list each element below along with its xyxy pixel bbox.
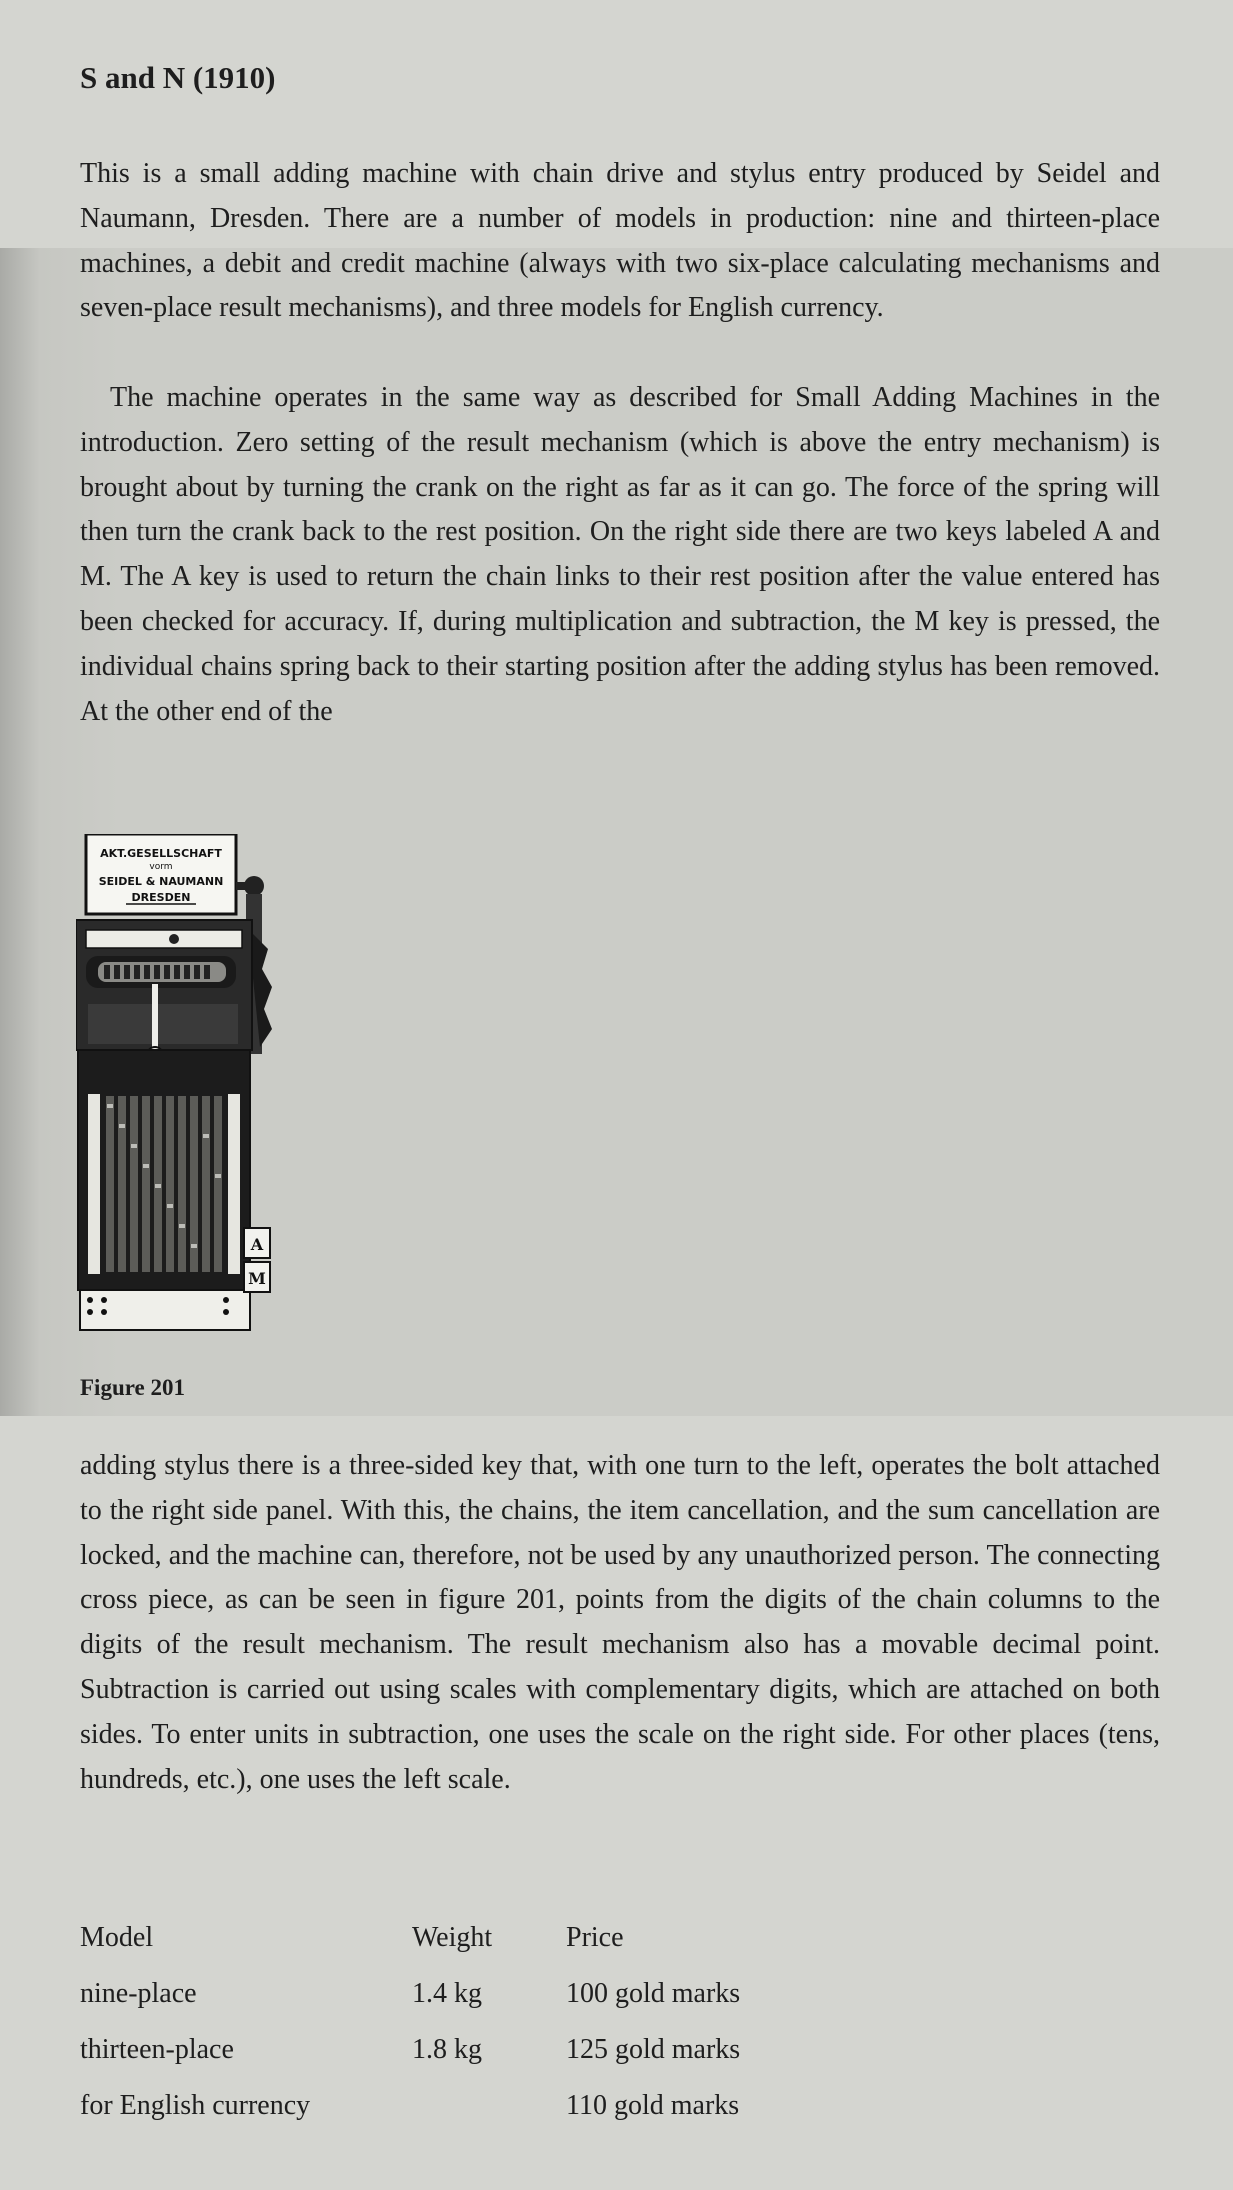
cell-weight: 1.8 kg	[412, 2034, 482, 2065]
key-a-label: A	[250, 1235, 264, 1254]
cell-price: 110 gold marks	[566, 2090, 740, 2121]
figure-caption: Figure 201	[80, 1375, 185, 1400]
header-price: Price	[566, 1922, 624, 1953]
paragraph-intro: This is a small adding machine with chain drive and stylus entry produced by Seidel and Naumann, Dresden. There are a number of models in production: nine and thirteen-place machines, a debit and credit machine (always with two six-place calculating mechanisms and seven-place result mechanisms), and three models for English currency.	[80, 158, 1160, 324]
adding-machine-illustration	[76, 834, 292, 1336]
paragraph-operation: The machine operates in the same way as described for Small Adding Machines in the introduction. Zero setting of the result mechanism (which is above the entry mechanism) is brought about by turning the crank on the right as far as it can go. The force of the spring will then turn the crank back to the rest position. On the right side there are two keys labeled A and M. The A key is used to return the chain links to their rest position after the value entered has been checked for accuracy. If, during multiplication and subtraction, the M key is pressed, the individual chains spring back to their starting position after the adding stylus has been removed. At the other end of the	[80, 382, 1160, 727]
header-weight: Weight	[412, 1922, 493, 1953]
plate-line-4: DRESDEN	[131, 891, 191, 904]
cell-model: thirteen-place	[80, 2034, 234, 2065]
plate-line-3: SEIDEL & NAUMANN	[98, 875, 224, 888]
cell-model: nine-place	[80, 1978, 197, 2009]
plate-line-2: vorm	[149, 862, 173, 872]
figure-201	[76, 834, 292, 1336]
section-heading: S and N (1910)	[80, 60, 276, 95]
cell-price: 125 gold marks	[566, 2034, 741, 2065]
header-model: Model	[80, 1922, 154, 1953]
key-a	[244, 1228, 270, 1258]
cell-weight: 1.4 kg	[412, 1978, 482, 2009]
plate-line-1: AKT.GESELLSCHAFT	[100, 847, 222, 860]
key-m-label: M	[248, 1269, 266, 1288]
paragraph-locking: adding stylus there is a three-sided key that, with one turn to the left, operates the bolt attached to the right side panel. With this, the chains, the item cancellation, and the sum cancellation are locked, and the machine can, therefore, not be used by any unauthorized person. The connecting cross piece, as can be seen in figure 201, points from the digits of the chain columns to the digits of the result mechanism. The result mechanism also has a movable decimal point. Subtraction is carried out using scales with complementary digits, which are attached on both sides. To enter units in subtraction, one uses the scale on the right side. For other places (tens, hundreds, etc.), one uses the left scale.	[80, 1450, 1160, 1795]
cell-model: for English currency	[80, 2090, 311, 2121]
cell-price: 100 gold marks	[566, 1978, 741, 2009]
key-m	[244, 1262, 270, 1292]
